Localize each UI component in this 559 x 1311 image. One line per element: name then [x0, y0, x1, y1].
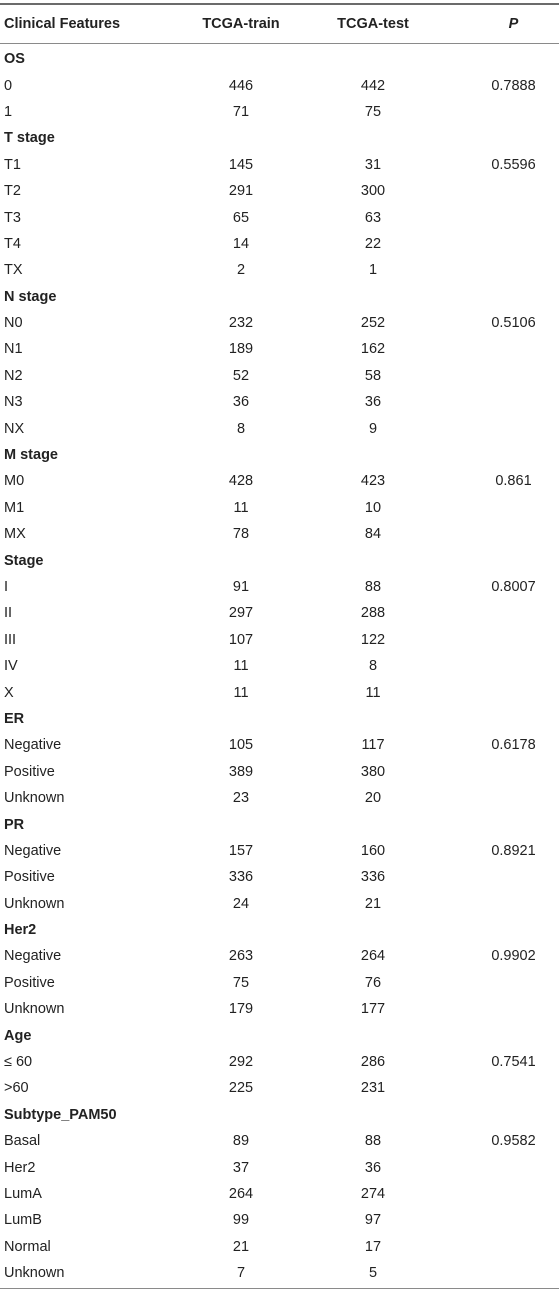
row-train-count: 263: [228, 948, 254, 965]
table-row: [0, 627, 559, 653]
row-p-value: 0.7541: [491, 1054, 536, 1071]
row-test-count: 10: [364, 499, 382, 516]
row-train-count: 105: [228, 737, 254, 754]
row-test-count: 288: [360, 605, 386, 622]
row-label: I: [4, 579, 9, 595]
table-row: [0, 864, 559, 890]
table-row: [0, 1181, 559, 1207]
table-row: [0, 178, 559, 204]
table-row: [0, 574, 559, 600]
row-label: >60: [4, 1080, 29, 1097]
row-label: III: [4, 631, 17, 648]
row-test-count: 117: [361, 737, 385, 754]
row-test-count: 122: [360, 631, 386, 648]
table-group-row: [0, 125, 559, 151]
table-row: [0, 943, 559, 969]
row-label: M stage: [4, 447, 58, 464]
row-label: IV: [4, 658, 18, 675]
table-row: [0, 679, 559, 705]
row-train-count: 65: [232, 209, 250, 226]
row-label: TX: [4, 262, 23, 279]
row-train-count: 107: [228, 631, 254, 648]
table-row: [0, 152, 559, 178]
table-row: [0, 72, 559, 98]
row-train-count: 14: [232, 235, 250, 252]
row-p-value: 0.7888: [491, 77, 536, 94]
table-row: [0, 468, 559, 494]
row-test-count: 63: [364, 209, 382, 226]
row-test-count: 160: [360, 842, 386, 859]
row-label: Unknown: [4, 1265, 65, 1282]
row-test-count: 31: [364, 156, 382, 173]
row-train-count: 179: [228, 1001, 254, 1018]
row-test-count: 75: [364, 103, 382, 120]
row-label: Her2: [4, 922, 37, 939]
row-test-count: 84: [364, 526, 382, 543]
table-group-row: [0, 917, 559, 943]
row-test-count: 442: [360, 77, 386, 94]
table-group-row: [0, 284, 559, 310]
row-test-count: 36: [364, 1159, 382, 1176]
row-test-count: 97: [364, 1212, 382, 1229]
row-p-value: 0.5596: [491, 156, 536, 173]
row-label: N3: [4, 394, 23, 411]
row-label: Negative: [4, 737, 62, 754]
table-group-row: [0, 706, 559, 732]
row-label: M0: [4, 473, 25, 490]
row-train-count: 89: [232, 1133, 250, 1150]
table-row: [0, 99, 559, 125]
table-row: [0, 1049, 559, 1075]
row-test-count: 20: [364, 790, 382, 807]
row-label: Positive: [4, 974, 55, 991]
row-label: 0: [4, 77, 13, 94]
table-row: [0, 389, 559, 415]
row-train-count: 78: [232, 526, 250, 543]
row-test-count: 274: [360, 1185, 386, 1202]
row-label: Age: [4, 1027, 32, 1044]
row-train-count: 189: [228, 341, 254, 358]
row-test-count: 300: [360, 183, 386, 200]
row-train-count: 8: [236, 420, 246, 437]
row-test-count: 423: [360, 473, 386, 490]
table-row: [0, 336, 559, 362]
row-label: Unknown: [4, 790, 65, 807]
row-test-count: 5: [368, 1265, 378, 1282]
row-test-count: 177: [360, 1001, 386, 1018]
row-label: Her2: [4, 1159, 36, 1176]
table-group-row: [0, 547, 559, 573]
row-label: Negative: [4, 948, 62, 965]
table-row: [0, 310, 559, 336]
row-label: MX: [4, 526, 26, 543]
header-p-value: P: [508, 15, 519, 32]
row-train-count: 52: [232, 367, 250, 384]
table-row: [0, 415, 559, 441]
row-train-count: 232: [228, 315, 254, 332]
row-p-value: 0.861: [495, 473, 532, 490]
table-row: [0, 495, 559, 521]
row-test-count: 9: [368, 420, 378, 437]
row-label: ER: [4, 710, 25, 727]
row-train-count: 145: [228, 156, 254, 173]
table-row: [0, 1260, 559, 1286]
table-row: [0, 521, 559, 547]
row-test-count: 380: [360, 763, 386, 780]
table-row: [0, 1207, 559, 1233]
row-test-count: 231: [360, 1080, 386, 1097]
row-p-value: 0.8007: [491, 579, 536, 595]
table-row: [0, 231, 559, 257]
table-row: [0, 600, 559, 626]
row-test-count: 17: [364, 1238, 382, 1255]
table-row: [0, 838, 559, 864]
table-row: [0, 970, 559, 996]
row-test-count: 88: [364, 1133, 382, 1150]
table-row: [0, 785, 559, 811]
row-label: LumA: [4, 1185, 42, 1202]
row-test-count: 21: [364, 895, 382, 912]
row-test-count: 252: [360, 315, 386, 332]
header-clinical-features: Clinical Features: [4, 15, 121, 32]
row-train-count: 21: [232, 1238, 250, 1255]
row-train-count: 157: [228, 842, 254, 859]
row-label: T2: [4, 183, 21, 200]
table-group-row: [0, 811, 559, 837]
table-bottom-rule: [0, 1288, 559, 1289]
row-test-count: 264: [360, 948, 386, 965]
header-tcga-test: TCGA-test: [337, 15, 409, 32]
table-row: [0, 759, 559, 785]
row-test-count: 1: [368, 262, 378, 279]
row-label: T1: [4, 156, 21, 173]
table-body: [0, 44, 559, 1286]
row-train-count: 428: [228, 473, 254, 490]
row-train-count: 7: [236, 1265, 246, 1282]
row-train-count: 75: [232, 974, 250, 991]
row-train-count: 291: [228, 183, 254, 200]
row-p-value: 0.5106: [491, 315, 536, 332]
table-group-row: [0, 1102, 559, 1128]
row-train-count: 11: [233, 658, 249, 675]
row-p-value: 0.9582: [491, 1133, 536, 1150]
row-test-count: 286: [360, 1054, 386, 1071]
row-train-count: 24: [232, 895, 250, 912]
clinical-features-table: [0, 3, 559, 1289]
row-train-count: 297: [228, 605, 254, 622]
row-label: X: [4, 684, 14, 701]
row-label: Positive: [4, 763, 55, 780]
table-row: [0, 257, 559, 283]
row-train-count: 2: [236, 262, 246, 279]
row-test-count: 36: [364, 394, 382, 411]
row-label: N stage: [4, 288, 57, 305]
row-test-count: 76: [364, 974, 382, 991]
row-test-count: 162: [360, 341, 386, 358]
table-row: [0, 1075, 559, 1101]
row-label: Basal: [4, 1133, 41, 1150]
row-train-count: 23: [232, 790, 250, 807]
row-label: T4: [4, 235, 21, 252]
row-label: II: [4, 605, 13, 622]
row-test-count: 11: [365, 684, 381, 701]
row-label: LumB: [4, 1212, 42, 1229]
row-label: Stage: [4, 552, 44, 569]
row-train-count: 99: [232, 1212, 250, 1229]
row-label: Unknown: [4, 1001, 65, 1018]
row-train-count: 11: [233, 684, 249, 701]
row-label: Normal: [4, 1238, 51, 1255]
row-train-count: 336: [228, 869, 254, 886]
row-train-count: 11: [233, 499, 249, 516]
table-row: [0, 653, 559, 679]
row-train-count: 37: [232, 1159, 250, 1176]
row-train-count: 389: [228, 763, 254, 780]
row-train-count: 446: [228, 77, 254, 94]
row-label: Subtype_PAM50: [4, 1106, 117, 1123]
table-row: [0, 204, 559, 230]
row-label: N2: [4, 367, 23, 384]
row-label: T3: [4, 209, 21, 226]
row-label: Positive: [4, 869, 55, 886]
row-label: T stage: [4, 130, 55, 147]
header-tcga-train: TCGA-train: [202, 15, 280, 32]
row-train-count: 36: [232, 394, 250, 411]
table-row: [0, 891, 559, 917]
row-label: OS: [4, 51, 25, 68]
row-train-count: 91: [232, 579, 250, 595]
table-row: [0, 363, 559, 389]
row-test-count: 336: [360, 869, 386, 886]
row-label: Negative: [4, 842, 62, 859]
row-test-count: 22: [364, 235, 382, 252]
row-test-count: 88: [364, 579, 382, 595]
row-train-count: 264: [228, 1185, 254, 1202]
table-row: [0, 1234, 559, 1260]
row-p-value: 0.6178: [491, 737, 536, 754]
row-p-value: 0.8921: [491, 842, 536, 859]
row-label: PR: [4, 816, 25, 833]
row-label: ≤ 60: [4, 1054, 33, 1071]
row-train-count: 71: [232, 103, 250, 120]
table-group-row: [0, 46, 559, 72]
table-row: [0, 1128, 559, 1154]
row-label: N0: [4, 315, 23, 332]
table-row: [0, 1154, 559, 1180]
row-p-value: 0.9902: [491, 948, 536, 965]
row-label: N1: [4, 341, 23, 358]
table-header-row: [0, 5, 559, 42]
table-group-row: [0, 1022, 559, 1048]
row-train-count: 292: [228, 1054, 254, 1071]
table-row: [0, 732, 559, 758]
row-label: Unknown: [4, 895, 65, 912]
row-test-count: 58: [364, 367, 382, 384]
table-row: [0, 996, 559, 1022]
row-label: 1: [4, 103, 13, 120]
row-train-count: 225: [228, 1080, 254, 1097]
row-test-count: 8: [368, 658, 378, 675]
table-group-row: [0, 442, 559, 468]
row-label: NX: [4, 420, 25, 437]
row-label: M1: [4, 499, 25, 516]
